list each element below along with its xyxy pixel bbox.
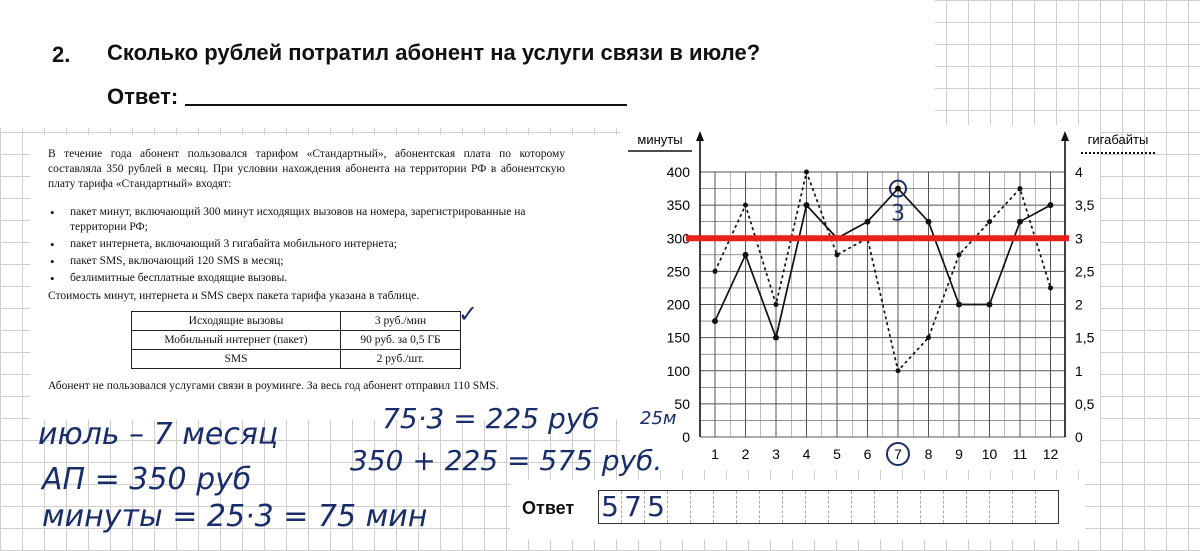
left-tick-label: 250 [666, 263, 690, 280]
answer-input[interactable] [598, 490, 1059, 524]
x-tick-label: 11 [1012, 446, 1028, 462]
left-axis-title: минуты [637, 132, 683, 147]
table-cell: Исходящие вызовы [132, 312, 341, 331]
left-tick-label: 350 [666, 197, 690, 214]
left-tick-label: 300 [666, 230, 690, 247]
answer-cell[interactable] [806, 491, 829, 523]
list-item: • пакет SMS, включающий 120 SMS в месяц; [48, 254, 568, 269]
answer-label-top: Ответ: [107, 84, 179, 109]
table-cell: Мобильный интернет (пакет) [132, 331, 341, 350]
data-point-gigabytes [926, 335, 931, 340]
answer-label: Ответ [522, 498, 575, 518]
handwritten-calc-extra: 75·3 = 225 руб [382, 402, 600, 435]
data-point-minutes [987, 302, 993, 308]
left-axis-arrow [696, 131, 704, 141]
table-cell: SMS [132, 350, 341, 369]
handwritten-month: июль – 7 месяц [38, 417, 279, 452]
x-tick-label: 6 [863, 446, 872, 462]
answer-cell[interactable] [714, 491, 737, 523]
data-point-gigabytes [1048, 285, 1053, 290]
right-tick-label: 0,5 [1075, 395, 1095, 412]
usage-chart [620, 125, 1149, 470]
answer-cell[interactable] [691, 491, 714, 523]
answer-cell[interactable] [852, 491, 875, 523]
handwritten-ap: АП = 350 руб [42, 462, 252, 497]
check-mark-icon: ✓ [458, 300, 479, 328]
answer-cell[interactable] [829, 491, 852, 523]
table-row [132, 350, 461, 369]
answer-cell[interactable] [760, 491, 783, 523]
right-tick-label: 2,5 [1075, 263, 1095, 280]
data-point-minutes [865, 219, 871, 225]
handwritten-chart-note: 3 [891, 201, 905, 227]
answer-cell[interactable] [1013, 491, 1036, 523]
tariff-table [131, 311, 461, 369]
x-tick-label: 12 [1042, 446, 1059, 462]
answer-cell[interactable]: 5 [599, 491, 622, 523]
left-tick-label: 0 [682, 429, 690, 445]
table-row [132, 331, 461, 350]
conditions-intro: В течение года абонент пользовался тарифом «Стандартный», абонентская плата по которому составляла 350 рублей в месяц. При условии нахождения абонента на территории РФ в абонентскую плату тарифа «Стандартный» входят: [48, 148, 565, 190]
table-cell: 2 руб./шт. [341, 350, 461, 369]
table-cell: 90 руб. за 0,5 ГБ [341, 331, 461, 350]
answer-cell[interactable] [737, 491, 760, 523]
question-number: 2. [52, 42, 71, 67]
handwritten-minutes: минуты = 25·3 = 75 мин [42, 499, 428, 534]
data-point-gigabytes [804, 170, 809, 175]
answer-box [510, 480, 1085, 540]
data-point-gigabytes [896, 368, 901, 373]
data-point-minutes [895, 186, 901, 192]
answer-cell[interactable] [990, 491, 1013, 523]
x-tick-label: 8 [924, 446, 933, 462]
data-point-minutes [773, 335, 779, 341]
answer-cell[interactable] [668, 491, 691, 523]
right-tick-label: 1 [1075, 362, 1083, 379]
question-text: Сколько рублей потратил абонент на услуги связи в июле? [107, 40, 761, 65]
data-point-gigabytes [743, 203, 748, 208]
data-point-minutes [712, 318, 718, 324]
answer-cell[interactable] [921, 491, 944, 523]
left-tick-label: 50 [674, 395, 690, 412]
answer-cell[interactable] [944, 491, 967, 523]
answer-cell[interactable] [967, 491, 990, 523]
x-tick-label: 2 [741, 446, 750, 462]
answer-cell[interactable] [783, 491, 806, 523]
data-point-gigabytes [987, 219, 992, 224]
data-point-minutes [1017, 219, 1023, 225]
left-tick-label: 150 [666, 329, 690, 346]
x-tick-label: 4 [802, 446, 811, 462]
answer-line[interactable] [185, 104, 627, 106]
handwritten-calc-total: 350 + 225 = 575 руб. [350, 444, 663, 477]
list-item: • безлимитные бесплатные входящие вызовы. [48, 271, 568, 286]
right-axis-arrow [1061, 131, 1069, 141]
answer-cell[interactable]: 7 [622, 491, 645, 523]
answer-cell[interactable]: 5 [645, 491, 668, 523]
x-tick-label: 9 [955, 446, 963, 462]
left-tick-label: 400 [666, 164, 690, 180]
answer-cell[interactable] [875, 491, 898, 523]
x-tick-label: 1 [711, 446, 719, 462]
table-cell: 3 руб./мин [341, 312, 461, 331]
right-axis-title: гигабайты [1087, 132, 1149, 147]
list-item: • пакет минут, включающий 300 минут исходящих вызовов на номера, зарегистрированные на территории РФ; [48, 205, 568, 235]
right-tick-label: 3 [1075, 230, 1083, 247]
data-point-gigabytes [957, 252, 962, 257]
conditions-outro: Абонент не пользовался услугами связи в роуминге. За весь год абонент отправил 110 SMS. [48, 380, 499, 392]
conditions-list [48, 205, 568, 288]
x-tick-label: 5 [833, 446, 841, 462]
table-row [132, 312, 461, 331]
x-tick-label: 10 [981, 446, 998, 462]
handwritten-25m: 25м [640, 408, 677, 429]
data-point-minutes [1048, 202, 1054, 208]
data-point-gigabytes [713, 269, 718, 274]
right-tick-label: 4 [1075, 164, 1083, 180]
data-point-minutes [804, 202, 810, 208]
x-tick-label: 7 [894, 446, 902, 462]
x-tick-label: 3 [772, 446, 780, 462]
right-tick-label: 2 [1075, 296, 1083, 313]
answer-cell[interactable] [1036, 491, 1058, 523]
data-point-minutes [956, 302, 962, 308]
data-point-minutes [926, 219, 932, 225]
data-point-gigabytes [835, 252, 840, 257]
right-tick-label: 0 [1075, 429, 1083, 445]
list-item: • пакет интернета, включающий 3 гигабайта мобильного интернета; [48, 237, 568, 252]
data-point-gigabytes [774, 302, 779, 307]
table-intro: Стоимость минут, интернета и SMS сверх пакета тарифа указана в таблице. [48, 290, 420, 302]
left-tick-label: 200 [666, 296, 690, 313]
right-tick-label: 3,5 [1075, 197, 1095, 214]
answer-cell[interactable] [898, 491, 921, 523]
right-tick-label: 1,5 [1075, 329, 1095, 346]
data-point-gigabytes [1018, 186, 1023, 191]
left-tick-label: 100 [666, 362, 690, 379]
data-point-minutes [743, 252, 749, 258]
